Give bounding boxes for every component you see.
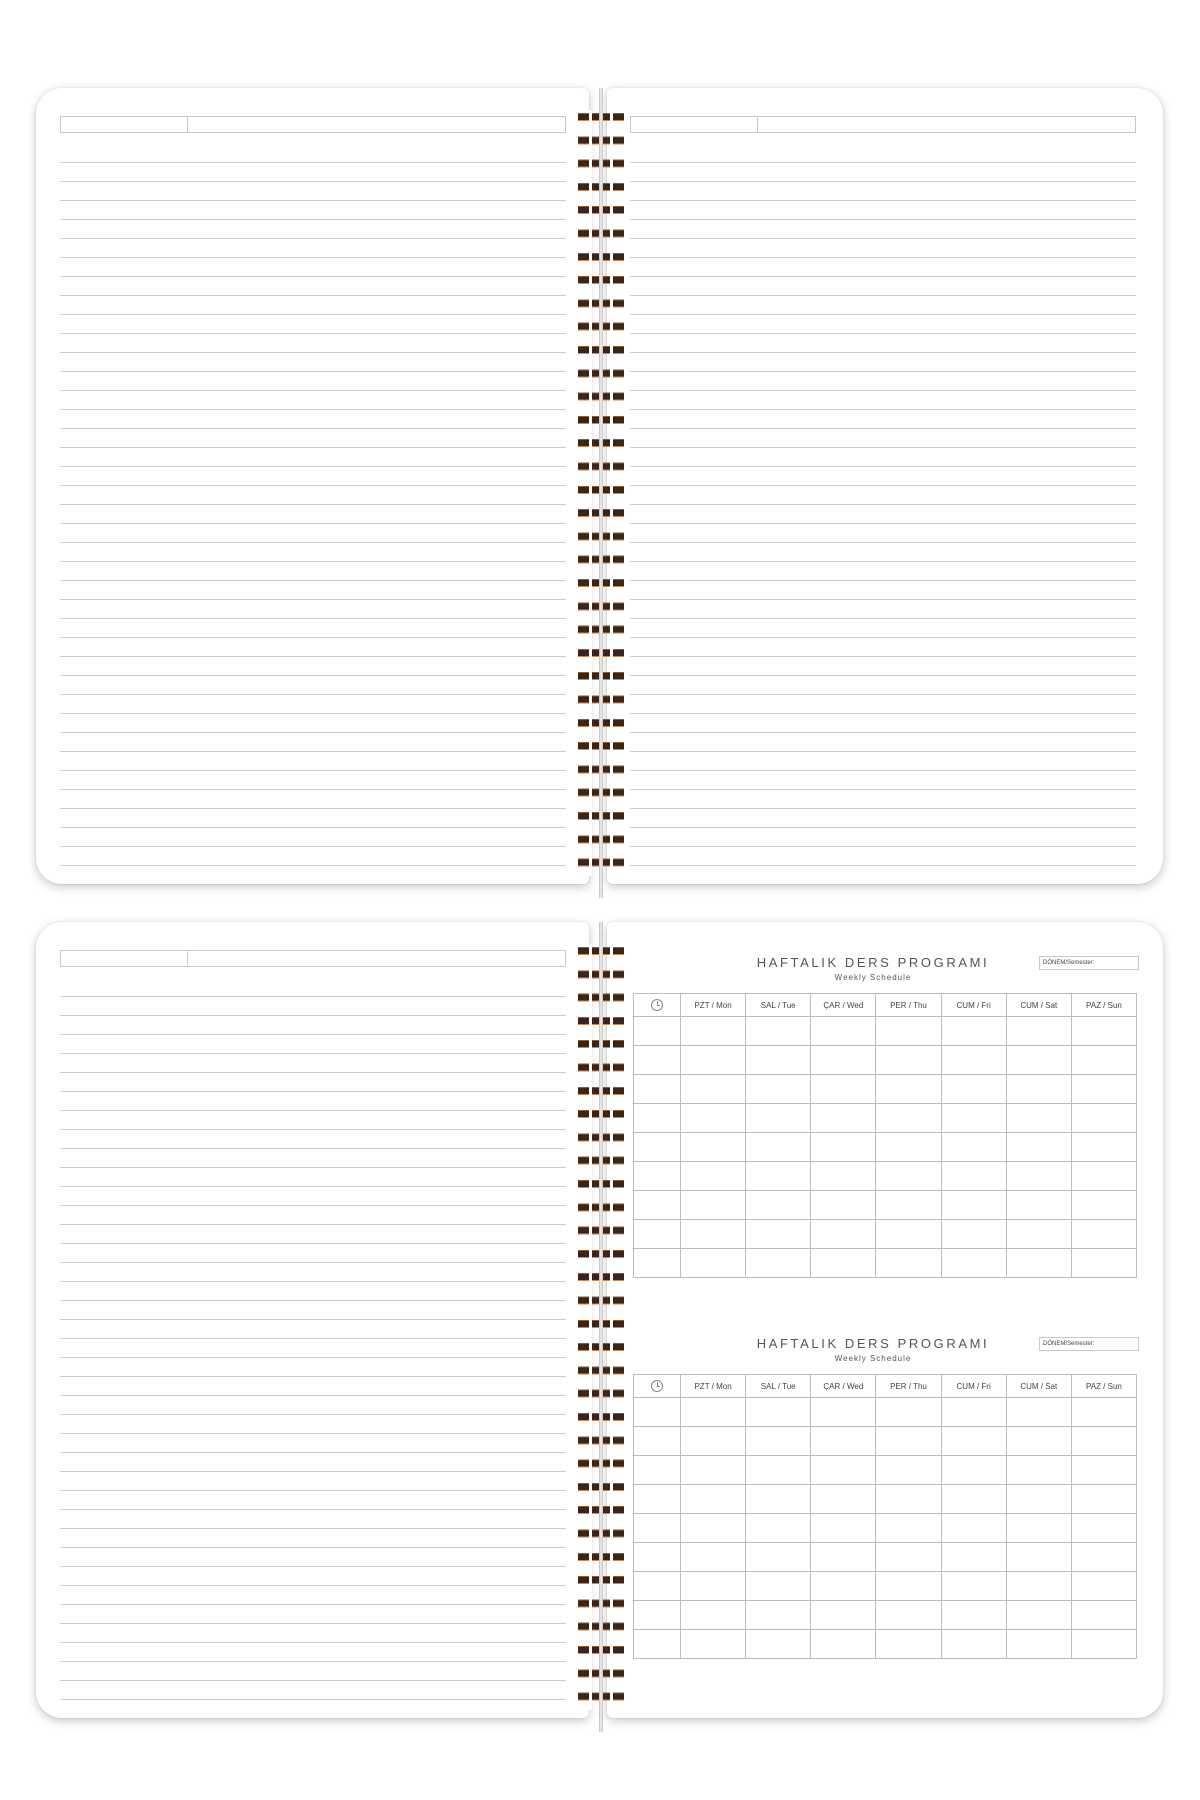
semester-field[interactable]: [1039, 956, 1139, 970]
schedule-cell[interactable]: [876, 1162, 941, 1191]
schedule-cell[interactable]: [681, 1398, 746, 1427]
schedule-cell[interactable]: [941, 1191, 1006, 1220]
schedule-row: [634, 1398, 1137, 1427]
schedule-cell[interactable]: [1071, 1104, 1136, 1133]
schedule-row: [634, 1427, 1137, 1456]
schedule-cell[interactable]: [746, 1485, 811, 1514]
schedule-cell[interactable]: [681, 1514, 746, 1543]
schedule-cell[interactable]: [941, 1104, 1006, 1133]
schedule-cell[interactable]: [1071, 1427, 1136, 1456]
schedule-cell[interactable]: [681, 1572, 746, 1601]
schedule-title: HAFTALIK DERS PROGRAMI: [756, 955, 990, 970]
schedule-cell[interactable]: [941, 1543, 1006, 1572]
ruled-lines: [60, 978, 566, 1704]
schedule-cell[interactable]: [941, 1249, 1006, 1278]
schedule-cell[interactable]: [811, 1104, 876, 1133]
semester-label: DÖNEM/Semester:: [1043, 1341, 1095, 1347]
schedule-cell[interactable]: [941, 1220, 1006, 1249]
schedule-cell[interactable]: [876, 1485, 941, 1514]
schedule-cell[interactable]: [876, 1133, 941, 1162]
schedule-cell[interactable]: [1071, 1456, 1136, 1485]
schedule-cell[interactable]: [1006, 1630, 1071, 1659]
time-cell[interactable]: [634, 1601, 681, 1630]
schedule-cell[interactable]: [876, 1514, 941, 1543]
schedule-cell[interactable]: [746, 1514, 811, 1543]
schedule-cell[interactable]: [681, 1543, 746, 1572]
schedule-cell[interactable]: [1071, 1046, 1136, 1075]
time-cell[interactable]: [634, 1017, 681, 1046]
schedule-row: [634, 1543, 1137, 1572]
schedule-cell[interactable]: [811, 1046, 876, 1075]
schedule-cell[interactable]: [746, 1162, 811, 1191]
schedule-cell[interactable]: [811, 1456, 876, 1485]
notebook-spread-top: [36, 88, 1163, 884]
day-header: PAZ / Sun: [1071, 1375, 1136, 1398]
schedule-cell[interactable]: [1071, 1543, 1136, 1572]
day-header: CUM / Sat: [1006, 1375, 1071, 1398]
day-header-row: [634, 1375, 1137, 1398]
schedule-cell[interactable]: [811, 1572, 876, 1601]
day-header: ÇAR / Wed: [811, 994, 876, 1017]
schedule-cell[interactable]: [876, 1075, 941, 1104]
weekly-schedule-page: [607, 922, 1163, 1718]
schedule-cell[interactable]: [1006, 1133, 1071, 1162]
page-header-box[interactable]: [60, 950, 566, 967]
time-cell[interactable]: [634, 1543, 681, 1572]
schedule-row: [634, 1249, 1137, 1278]
schedule-cell[interactable]: [1006, 1514, 1071, 1543]
schedule-cell[interactable]: [941, 1162, 1006, 1191]
schedule-cell[interactable]: [1006, 1485, 1071, 1514]
schedule-cell[interactable]: [1071, 1075, 1136, 1104]
day-header: SAL / Tue: [746, 994, 811, 1017]
schedule-cell[interactable]: [1006, 1456, 1071, 1485]
schedule-cell[interactable]: [1071, 1133, 1136, 1162]
schedule-cell[interactable]: [811, 1398, 876, 1427]
semester-field[interactable]: [1039, 1337, 1139, 1351]
schedule-cell[interactable]: [1006, 1572, 1071, 1601]
schedule-cell[interactable]: [811, 1427, 876, 1456]
schedule-cell[interactable]: [1006, 1427, 1071, 1456]
time-cell[interactable]: [634, 1249, 681, 1278]
schedule-row: [634, 1601, 1137, 1630]
clock-icon: [651, 1380, 663, 1392]
schedule-title: HAFTALIK DERS PROGRAMI: [756, 1336, 990, 1351]
time-cell[interactable]: [634, 1191, 681, 1220]
schedule-cell[interactable]: [876, 1572, 941, 1601]
schedule-cell[interactable]: [811, 1191, 876, 1220]
left-ruled-page: [36, 88, 589, 884]
schedule-cell[interactable]: [1071, 1601, 1136, 1630]
day-header-row: [634, 994, 1137, 1017]
schedule-cell[interactable]: [941, 1427, 1006, 1456]
left-ruled-page: [36, 922, 589, 1718]
schedule-body: [634, 1017, 1137, 1278]
schedule-cell[interactable]: [681, 1075, 746, 1104]
schedule-cell[interactable]: [941, 1017, 1006, 1046]
day-header: PZT / Mon: [681, 994, 746, 1017]
schedule-cell[interactable]: [1071, 1514, 1136, 1543]
schedule-cell[interactable]: [746, 1630, 811, 1659]
schedule-row: [634, 1572, 1137, 1601]
schedule-cell[interactable]: [1071, 1630, 1136, 1659]
page-header-box[interactable]: [60, 116, 566, 133]
time-cell[interactable]: [634, 1514, 681, 1543]
schedule-cell[interactable]: [941, 1514, 1006, 1543]
schedule-cell[interactable]: [1071, 1485, 1136, 1514]
semester-label: DÖNEM/Semester:: [1043, 960, 1095, 966]
schedule-cell[interactable]: [1071, 1162, 1136, 1191]
time-cell[interactable]: [634, 1220, 681, 1249]
schedule-cell[interactable]: [1006, 1249, 1071, 1278]
day-header: CUM / Sat: [1006, 994, 1071, 1017]
schedule-cell[interactable]: [746, 1191, 811, 1220]
schedule-cell[interactable]: [941, 1398, 1006, 1427]
time-cell[interactable]: [634, 1398, 681, 1427]
schedule-cell[interactable]: [811, 1017, 876, 1046]
schedule-cell[interactable]: [1006, 1046, 1071, 1075]
schedule-cell[interactable]: [1006, 1398, 1071, 1427]
schedule-row: [634, 1220, 1137, 1249]
schedule-cell[interactable]: [876, 1427, 941, 1456]
schedule-cell[interactable]: [1071, 1572, 1136, 1601]
schedule-cell[interactable]: [811, 1543, 876, 1572]
schedule-row: [634, 1017, 1137, 1046]
schedule-cell[interactable]: [876, 1191, 941, 1220]
time-cell[interactable]: [634, 1133, 681, 1162]
schedule-cell[interactable]: [746, 1601, 811, 1630]
schedule-grid: [633, 993, 1137, 1278]
schedule-cell[interactable]: [746, 1427, 811, 1456]
schedule-cell[interactable]: [1006, 1220, 1071, 1249]
schedule-cell[interactable]: [941, 1572, 1006, 1601]
time-cell[interactable]: [634, 1427, 681, 1456]
schedule-subtitle: Weekly Schedule: [834, 973, 912, 982]
day-header: PAZ / Sun: [1071, 994, 1136, 1017]
schedule-cell[interactable]: [876, 1456, 941, 1485]
schedule-cell[interactable]: [746, 1017, 811, 1046]
spiral-binding: [578, 110, 624, 876]
schedule-cell[interactable]: [876, 1104, 941, 1133]
schedule-row: [634, 1133, 1137, 1162]
right-ruled-page: [607, 88, 1163, 884]
schedule-cell[interactable]: [681, 1104, 746, 1133]
schedule-cell[interactable]: [811, 1485, 876, 1514]
schedule-cell[interactable]: [746, 1046, 811, 1075]
schedule-cell[interactable]: [1006, 1162, 1071, 1191]
time-cell[interactable]: [634, 1572, 681, 1601]
schedule-cell[interactable]: [746, 1133, 811, 1162]
day-header: SAL / Tue: [746, 1375, 811, 1398]
schedule-body: [634, 1398, 1137, 1659]
schedule-cell[interactable]: [941, 1485, 1006, 1514]
schedule-cell[interactable]: [746, 1572, 811, 1601]
day-header: PZT / Mon: [681, 1375, 746, 1398]
schedule-cell[interactable]: [681, 1162, 746, 1191]
ruled-lines: [630, 144, 1136, 870]
schedule-cell[interactable]: [1071, 1191, 1136, 1220]
day-header: CUM / Fri: [941, 994, 1006, 1017]
schedule-cell[interactable]: [746, 1249, 811, 1278]
schedule-cell[interactable]: [876, 1017, 941, 1046]
schedule-cell[interactable]: [681, 1456, 746, 1485]
schedule-cell[interactable]: [876, 1220, 941, 1249]
schedule-cell[interactable]: [941, 1075, 1006, 1104]
schedule-cell[interactable]: [681, 1133, 746, 1162]
schedule-cell[interactable]: [681, 1220, 746, 1249]
schedule-cell[interactable]: [811, 1162, 876, 1191]
day-header: PER / Thu: [876, 994, 941, 1017]
spiral-binding: [578, 944, 624, 1710]
time-column-header: [634, 1375, 681, 1398]
time-column-header: [634, 994, 681, 1017]
schedule-cell[interactable]: [1071, 1249, 1136, 1278]
schedule-cell[interactable]: [811, 1514, 876, 1543]
schedule-cell[interactable]: [811, 1630, 876, 1659]
schedule-cell[interactable]: [681, 1485, 746, 1514]
schedule-cell[interactable]: [1006, 1017, 1071, 1046]
schedule-cell[interactable]: [941, 1046, 1006, 1075]
schedule-cell[interactable]: [811, 1075, 876, 1104]
day-header: CUM / Fri: [941, 1375, 1006, 1398]
schedule-cell[interactable]: [941, 1133, 1006, 1162]
ruled-lines: [60, 144, 566, 870]
schedule-cell[interactable]: [1071, 1220, 1136, 1249]
schedule-row: [634, 1104, 1137, 1133]
time-cell[interactable]: [634, 1075, 681, 1104]
schedule-cell[interactable]: [876, 1046, 941, 1075]
notebook-spread-bottom: [36, 922, 1163, 1718]
time-cell[interactable]: [634, 1485, 681, 1514]
schedule-cell[interactable]: [811, 1220, 876, 1249]
schedule-cell[interactable]: [876, 1398, 941, 1427]
schedule-row: [634, 1514, 1137, 1543]
day-header: PER / Thu: [876, 1375, 941, 1398]
schedule-grid: [633, 1374, 1137, 1659]
schedule-cell[interactable]: [681, 1017, 746, 1046]
schedule-cell[interactable]: [746, 1104, 811, 1133]
schedule-cell[interactable]: [811, 1133, 876, 1162]
schedule-subtitle: Weekly Schedule: [834, 1354, 912, 1363]
schedule-row: [634, 1485, 1137, 1514]
schedule-cell[interactable]: [746, 1075, 811, 1104]
schedule-cell[interactable]: [1006, 1191, 1071, 1220]
schedule-cell[interactable]: [746, 1220, 811, 1249]
schedule-cell[interactable]: [811, 1601, 876, 1630]
schedule-cell[interactable]: [681, 1191, 746, 1220]
schedule-cell[interactable]: [941, 1601, 1006, 1630]
schedule-cell[interactable]: [1071, 1017, 1136, 1046]
schedule-cell[interactable]: [1006, 1543, 1071, 1572]
schedule-cell[interactable]: [746, 1456, 811, 1485]
schedule-cell[interactable]: [681, 1249, 746, 1278]
time-cell[interactable]: [634, 1630, 681, 1659]
schedule-cell[interactable]: [681, 1630, 746, 1659]
time-cell[interactable]: [634, 1046, 681, 1075]
clock-icon: [651, 999, 663, 1011]
schedule-row: [634, 1630, 1137, 1659]
schedule-cell[interactable]: [681, 1427, 746, 1456]
schedule-row: [634, 1046, 1137, 1075]
schedule-cell[interactable]: [1006, 1104, 1071, 1133]
schedule-cell[interactable]: [681, 1046, 746, 1075]
time-cell[interactable]: [634, 1456, 681, 1485]
schedule-row: [634, 1075, 1137, 1104]
schedule-cell[interactable]: [681, 1601, 746, 1630]
schedule-row: [634, 1162, 1137, 1191]
schedule-cell[interactable]: [1071, 1398, 1136, 1427]
page-header-box[interactable]: [630, 116, 1136, 133]
schedule-cell[interactable]: [876, 1630, 941, 1659]
schedule-cell[interactable]: [746, 1398, 811, 1427]
schedule-cell[interactable]: [1006, 1075, 1071, 1104]
time-cell[interactable]: [634, 1162, 681, 1191]
day-header: ÇAR / Wed: [811, 1375, 876, 1398]
schedule-cell[interactable]: [876, 1249, 941, 1278]
schedule-cell[interactable]: [746, 1543, 811, 1572]
schedule-row: [634, 1191, 1137, 1220]
schedule-cell[interactable]: [876, 1601, 941, 1630]
schedule-cell[interactable]: [941, 1456, 1006, 1485]
schedule-cell[interactable]: [811, 1249, 876, 1278]
schedule-cell[interactable]: [1006, 1601, 1071, 1630]
schedule-cell[interactable]: [876, 1543, 941, 1572]
time-cell[interactable]: [634, 1104, 681, 1133]
schedule-cell[interactable]: [941, 1630, 1006, 1659]
schedule-row: [634, 1456, 1137, 1485]
